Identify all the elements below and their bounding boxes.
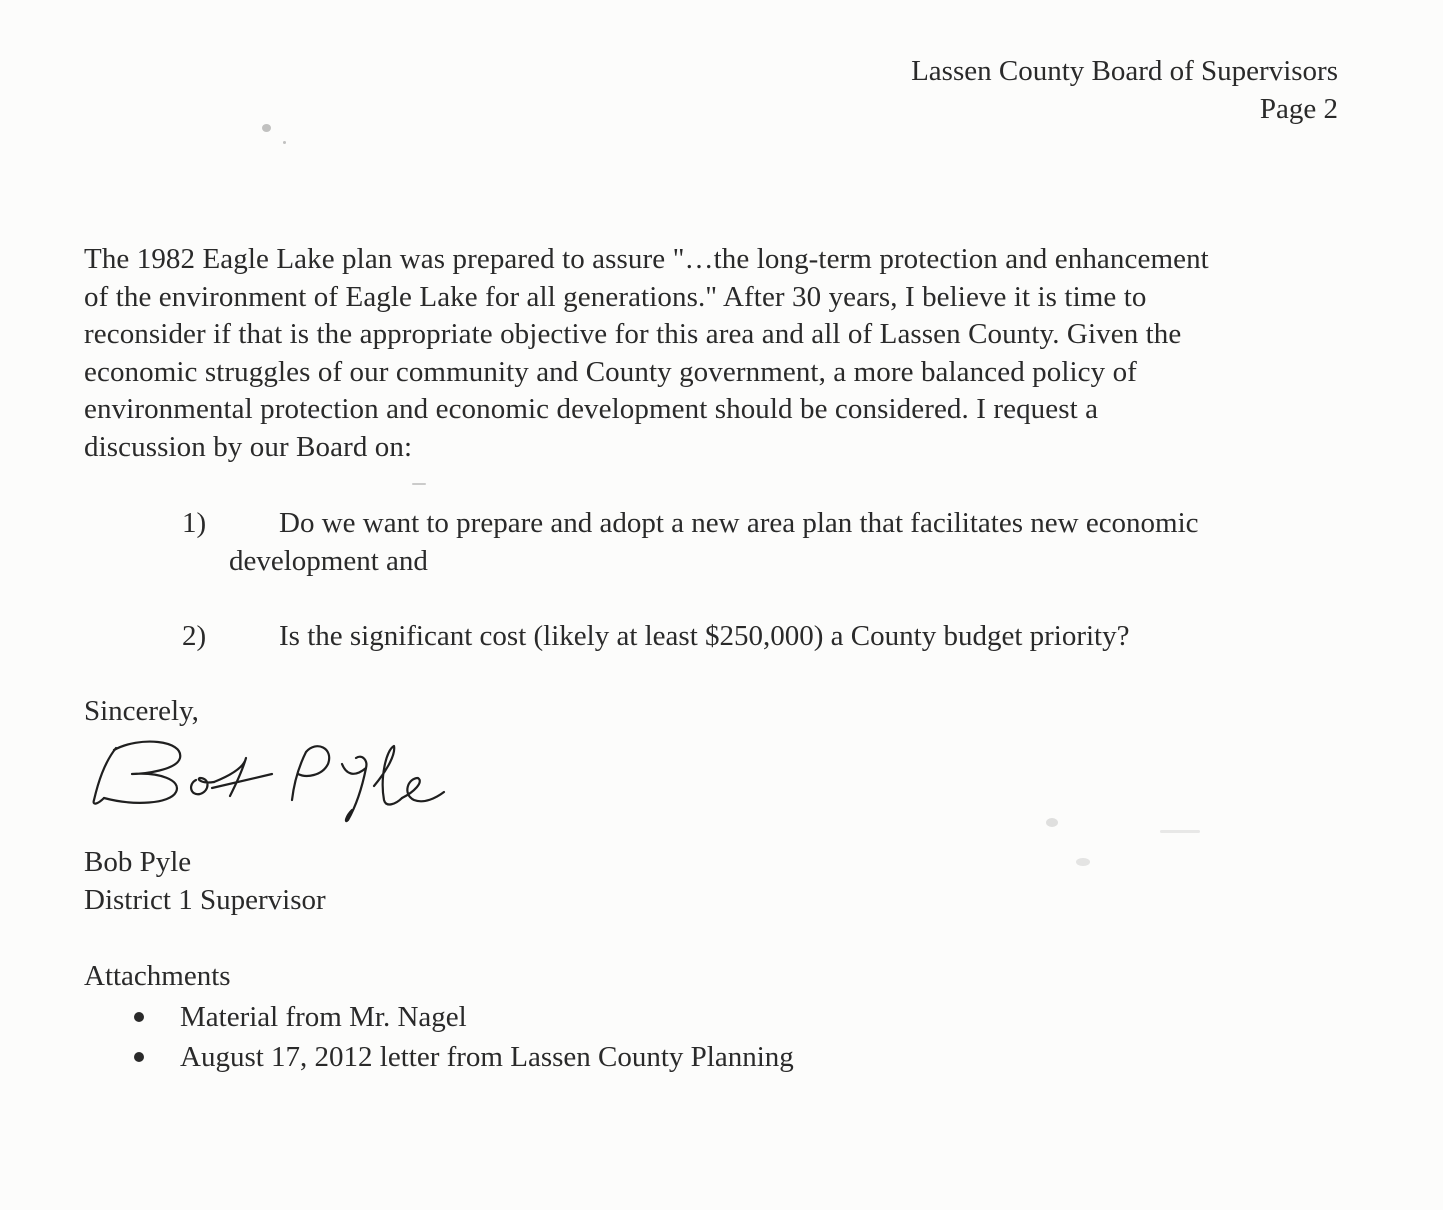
item-text: Is the significant cost (likely at least $250,000) a County budget priority? bbox=[279, 620, 1130, 652]
header-page-number: Page 2 bbox=[1259, 93, 1338, 125]
scan-speck bbox=[1046, 818, 1058, 827]
attachment-label: Material from Mr. Nagel bbox=[180, 1001, 467, 1033]
body-paragraph bbox=[84, 241, 1344, 467]
attachments-list bbox=[132, 997, 794, 1077]
body-line: reconsider if that is the appropriate objective for this area and all of Lassen County. Given the bbox=[84, 318, 1182, 351]
attachment-label: August 17, 2012 letter from Lassen County Planning bbox=[180, 1041, 794, 1073]
signer-name: Bob Pyle bbox=[84, 846, 192, 878]
numbered-item-2 bbox=[182, 618, 1322, 658]
scan-speck bbox=[412, 483, 426, 485]
item-text-continued: development and bbox=[229, 545, 428, 577]
scan-speck bbox=[1076, 858, 1090, 866]
attachment-item bbox=[132, 1037, 794, 1077]
header-recipient: Lassen County Board of Supervisors bbox=[911, 55, 1338, 87]
item-number: 1) bbox=[182, 507, 207, 539]
handwritten-signature bbox=[84, 728, 464, 828]
bullet-icon bbox=[134, 1012, 144, 1022]
body-line: discussion by our Board on: bbox=[84, 430, 413, 463]
signature-graphic bbox=[84, 728, 464, 828]
bullet-icon bbox=[134, 1052, 144, 1062]
item-text: Do we want to prepare and adopt a new area plan that facilitates new economic bbox=[279, 507, 1199, 539]
body-line: The 1982 Eagle Lake plan was prepared to assure "…the long-term protection and enhancement bbox=[84, 243, 1209, 275]
attachment-item bbox=[132, 997, 794, 1037]
body-line: environmental protection and economic development should be considered. I request a bbox=[84, 393, 1099, 426]
scan-speck bbox=[283, 141, 286, 144]
attachments-heading: Attachments bbox=[84, 960, 231, 992]
letter-header bbox=[911, 52, 1338, 128]
closing-salutation: Sincerely, bbox=[84, 695, 199, 727]
body-line: of the environment of Eagle Lake for all generations." After 30 years, I believe it is time to bbox=[84, 280, 1147, 313]
item-number: 2) bbox=[182, 620, 207, 652]
body-line: economic struggles of our community and County government, a more balanced policy of bbox=[84, 355, 1137, 388]
scan-speck bbox=[262, 124, 271, 132]
signer-title: District 1 Supervisor bbox=[84, 884, 326, 916]
signer-block bbox=[84, 843, 326, 919]
scan-speck bbox=[1160, 830, 1200, 833]
numbered-item-1 bbox=[182, 505, 1322, 585]
